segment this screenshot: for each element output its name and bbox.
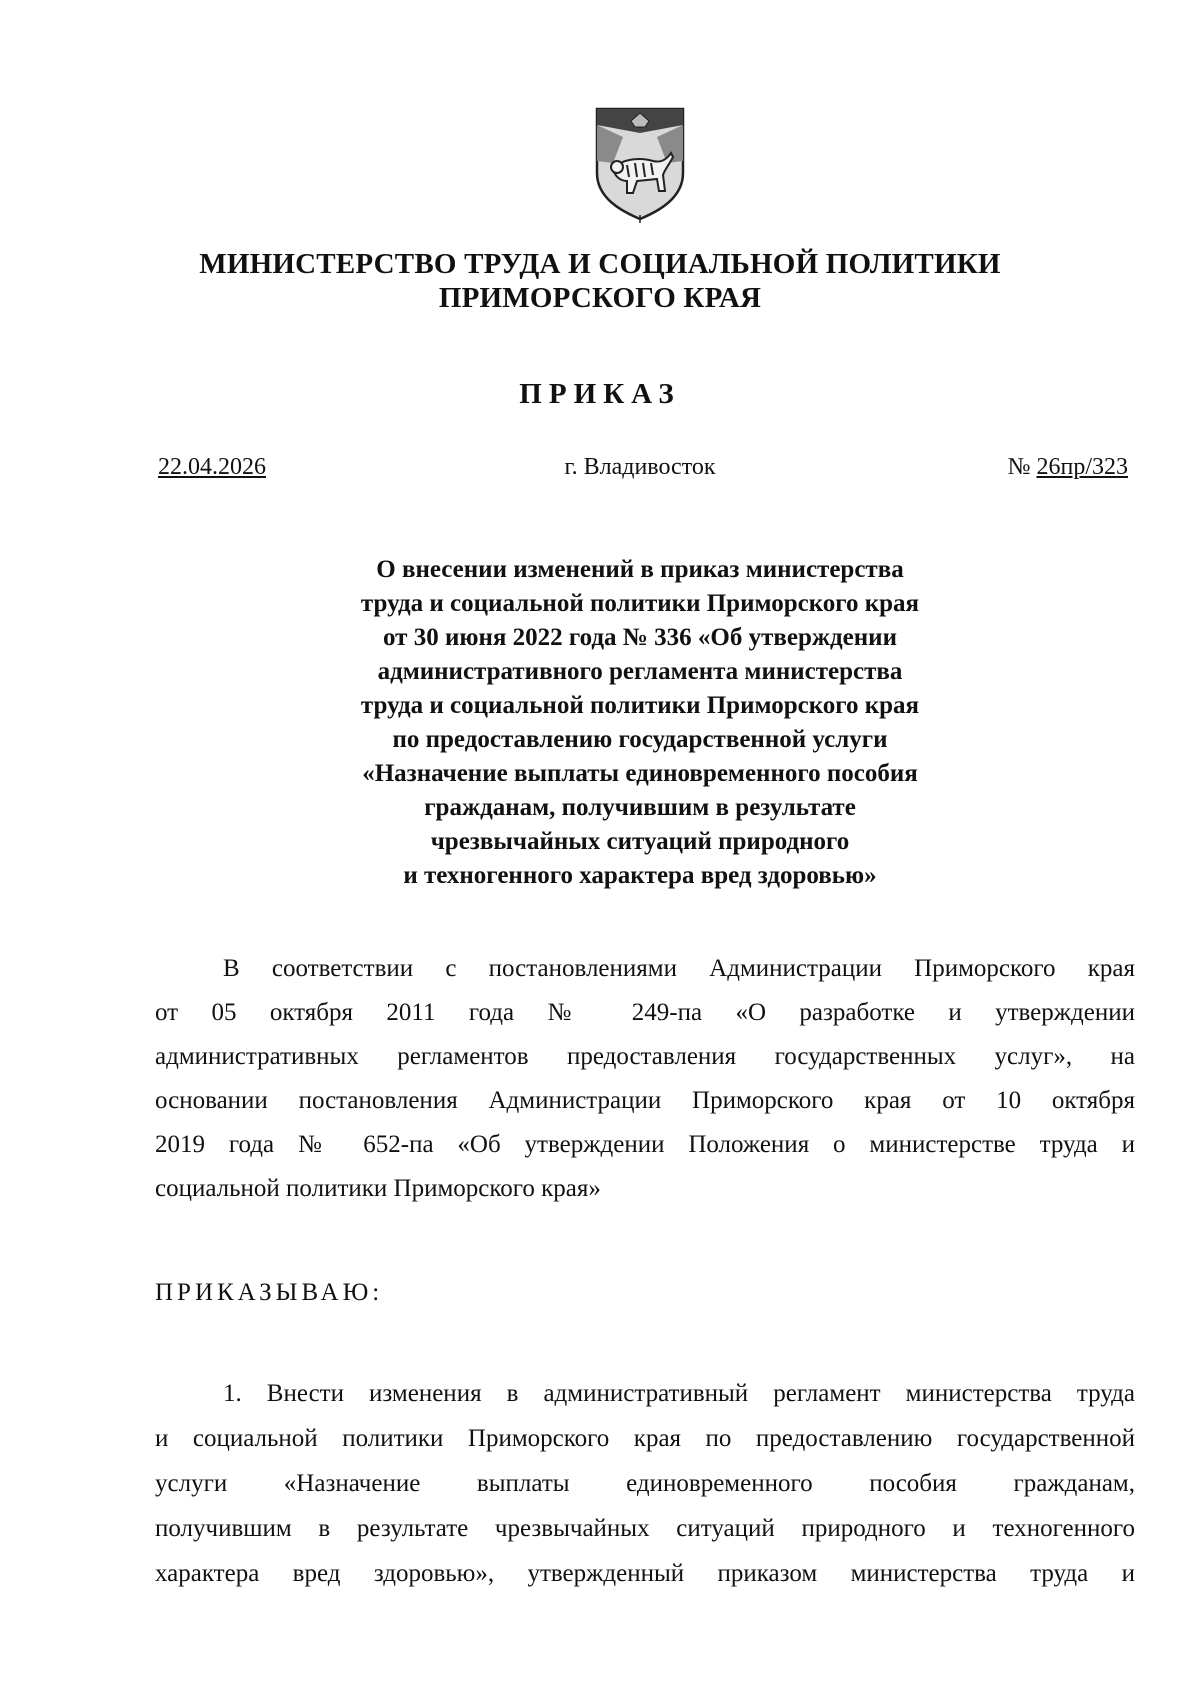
title-line: «Назначение выплаты единовременного пособия [362, 760, 918, 787]
preamble-line: 2019 года № 652-па «Об утверждении Положения о министерстве труда и [155, 1131, 1135, 1158]
document-number [1008, 453, 1128, 481]
title-line: от 30 июня 2022 года № 336 «Об утверждении [383, 624, 897, 651]
title-line: и техногенного характера вред здоровью» [403, 862, 877, 889]
title-line: гражданам, получившим в результате [424, 794, 856, 821]
document-date: 22.04.2026 [158, 454, 266, 480]
item-line: получившим в результате чрезвычайных ситуаций природного и техногенного [155, 1515, 1135, 1542]
number-prefix: № [1007, 454, 1037, 480]
item-line: услуги «Назначение выплаты единовременного пособия гражданам, [155, 1470, 1135, 1497]
document-type-heading: ПРИКАЗ [519, 378, 681, 410]
preamble-line: В соответствии с постановлениями Администрации Приморского края [223, 955, 1135, 982]
title-line: чрезвычайных ситуаций природного [430, 828, 850, 855]
preamble-line: административных регламентов предоставления государственных услуг», на [155, 1043, 1135, 1070]
title-line: О внесении изменений в приказ министерства [376, 556, 904, 583]
preamble-line: от 05 октября 2011 года № 249-па «О разработке и утверждении [155, 999, 1135, 1026]
item-line: 1. Внести изменения в административный регламент министерства труда [223, 1380, 1135, 1407]
title-line: административного регламента министерства [377, 658, 903, 685]
document-city: г. Владивосток [564, 454, 716, 480]
title-line: труда и социальной политики Приморского края [360, 692, 920, 719]
preamble-line: социальной политики Приморского края» [155, 1175, 601, 1202]
preamble-line: основании постановления Администрации Приморского края от 10 октября [155, 1087, 1135, 1114]
title-line: по предоставлению государственной услуги [392, 726, 888, 753]
item-line: и социальной политики Приморского края по предоставлению государственной [155, 1425, 1135, 1452]
title-line: труда и социальной политики Приморского края [360, 590, 920, 617]
number-value: 26пр/323 [1036, 454, 1128, 480]
ministry-name-line-2: ПРИМОРСКОГО КРАЯ [438, 282, 762, 314]
coat-of-arms-emblem [593, 103, 687, 223]
order-word: ПРИКАЗЫВАЮ: [155, 1279, 384, 1306]
item-line: характера вред здоровью», утвержденный приказом министерства труда и [155, 1560, 1135, 1587]
ministry-name-line-1: МИНИСТЕРСТВО ТРУДА И СОЦИАЛЬНОЙ ПОЛИТИКИ [199, 248, 1001, 280]
